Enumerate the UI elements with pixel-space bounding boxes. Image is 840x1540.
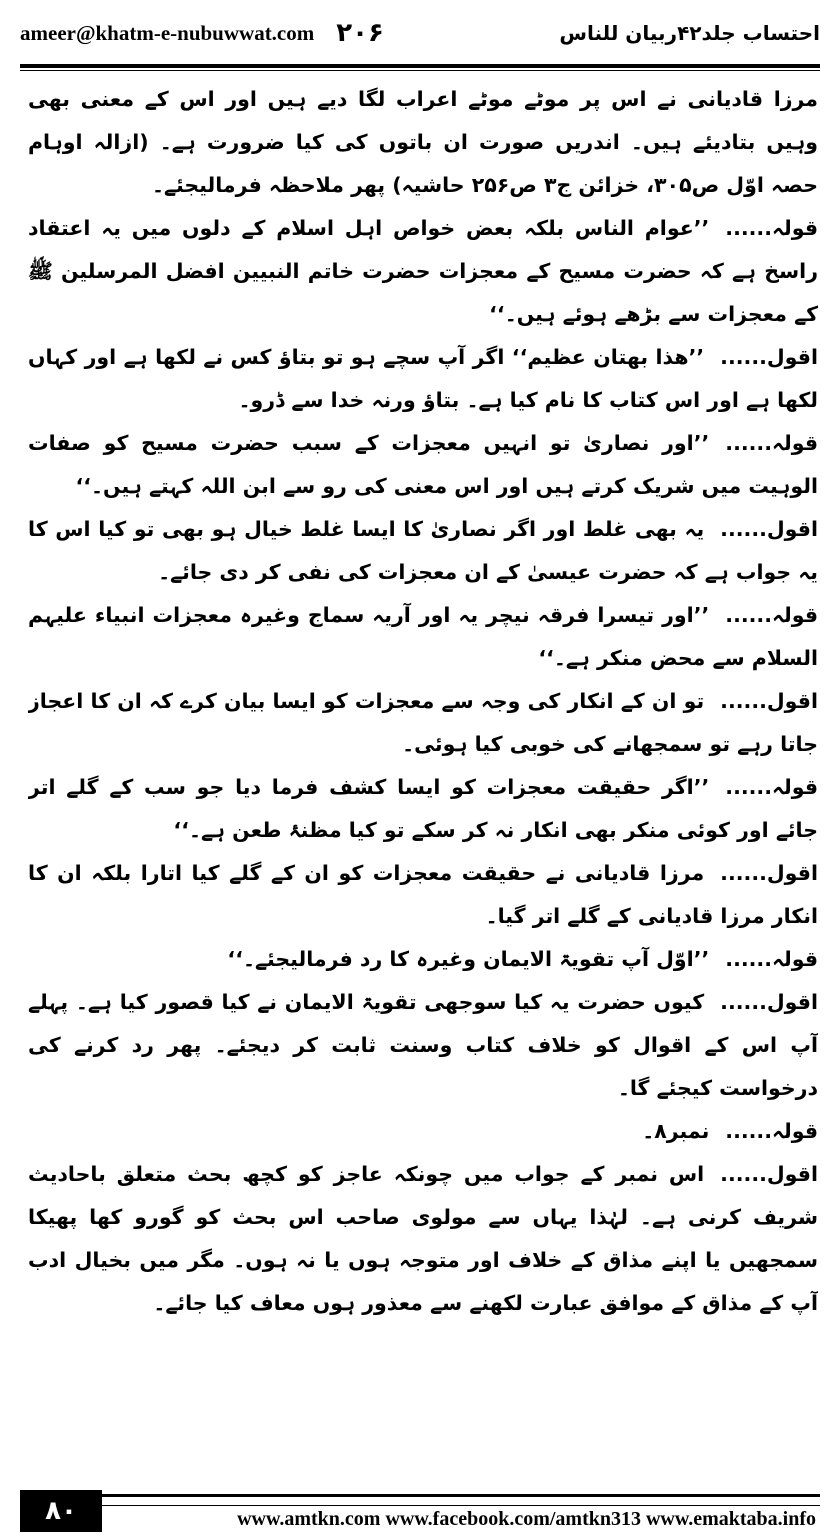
paragraph-text: یہ بھی غلط اور اگر نصاریٰ کا ایسا غلط خیال ہو بھی تو کیا اس کا یہ جواب ہے کہ حضرت عیسیٰ کے ان معجزات کی نفی کر دی جائے۔ [28, 517, 818, 584]
footer-right [102, 1490, 820, 1532]
footer-page-number: ۸۰ [20, 1490, 102, 1532]
paragraph-text: تو ان کے انکار کی وجہ سے معجزات کو ایسا بیان کرے کہ ان کا اعجاز جاتا رہے تو سمجھانے کی خوبی کیا ہوئی۔ [28, 689, 818, 756]
paragraph-12 [28, 1110, 818, 1153]
footer-links: www.amtkn.com www.facebook.com/amtkn313 www.emaktaba.info [237, 1507, 816, 1530]
header-rule [20, 64, 820, 68]
paragraph-4 [28, 422, 818, 508]
paragraph-text: ’’اگر حقیقت معجزات کو ایسا کشف فرما دیا جو سب کے گلے اتر جائے اور کوئی منکر بھی انکار نہ کر سکے تو کیا مظنۂ طعن ہے۔‘‘ [28, 775, 818, 842]
paragraph-text: مرزا قادیانی نے حقیقت معجزات کو ان کے گلے کیا اتارا بلکہ ان کا انکار مرزا قادیانی کے گلے اتر گیا۔ [28, 861, 818, 928]
paragraph-5 [28, 508, 818, 594]
paragraph-label: اقول...... [720, 517, 818, 541]
paragraph-text: اس نمبر کے جواب میں چونکہ عاجز کو کچھ بحث متعلق باحادیث شریف کرنی ہے۔ لہٰذا یہاں سے مولوی صاحب اس بحث کو گورو کھا پھیکا سمجھیں یا اپنے مذاق کے خلاف اور متوجہ ہوں یا نہ ہوں۔ مگر میں بخیال ادب آپ کے مذاق کے موافق عبارت لکھنے سے معذور ہوں معاف کیا جائے۔ [28, 1162, 818, 1315]
header-page-number: ۲۰۶ [336, 18, 384, 48]
page-body [28, 78, 818, 1488]
paragraph-10 [28, 938, 818, 981]
paragraph-text: ’’اور نصاریٰ تو انہیں معجزات کے سبب حضرت مسیح کو صفات الوہیت میں شریک کرتے ہیں اور اس معنی کی رو سے ابن اللہ کہتے ہیں۔‘‘ [28, 431, 818, 498]
paragraph-label: اقول...... [720, 345, 818, 369]
paragraph-label: قولہ...... [725, 1119, 818, 1143]
header-book-title: احتساب جلد۴۲ربیان للناس [559, 21, 820, 45]
paragraph-text: مرزا قادیانی نے اس پر موٹے موٹے اعراب لگا دیے ہیں اور اس کے معنی بھی وہیں بتادیئے ہیں۔ اندریں صورت ان باتوں کی کیا ضرورت ہے۔ (ازالہ اوہام حصہ اوّل ص۳۰۵، خزائن ج۳ ص۲۵۶ حاشیہ) پھر ملاحظہ فرمالیجئے۔ [28, 87, 818, 197]
paragraph-label: قولہ...... [725, 603, 818, 627]
paragraph-1 [28, 78, 818, 207]
paragraph-text: نمبر۸۔ [642, 1119, 710, 1143]
footer-rule [102, 1494, 820, 1506]
paragraph-label: اقول...... [720, 861, 818, 885]
paragraph-text: ’’اوّل آپ تقویۃ الایمان وغیرہ کا رد فرمالیجئے۔‘‘ [227, 947, 710, 971]
paragraph-label: قولہ...... [725, 216, 818, 240]
paragraph-text: ’’اور تیسرا فرقہ نیچر یہ اور آریہ سماج وغیرہ معجزات انبیاء علیہم السلام سے محض منکر ہے۔‘‘ [28, 603, 818, 670]
paragraph-label: قولہ...... [725, 431, 818, 455]
paragraph-label: قولہ...... [725, 947, 818, 971]
paragraph-3 [28, 336, 818, 422]
paragraph-label: اقول...... [720, 1162, 818, 1186]
paragraph-13 [28, 1153, 818, 1325]
paragraph-9 [28, 852, 818, 938]
header-rule-thin [20, 70, 820, 71]
paragraph-6 [28, 594, 818, 680]
header-email: ameer@khatm-e-nubuwwat.com [20, 20, 315, 45]
paragraph-11 [28, 981, 818, 1110]
paragraph-7 [28, 680, 818, 766]
paragraph-label: اقول...... [720, 990, 818, 1014]
header-left [20, 18, 384, 48]
paragraph-2 [28, 207, 818, 336]
paragraph-text: ’’ھذا بھتان عظیم‘‘ اگر آپ سچے ہو تو بتاؤ کس نے لکھا ہے اور کہاں لکھا ہے اور اس کتاب کا نام کیا ہے۔ بتاؤ ورنہ خدا سے ڈرو۔ [28, 345, 818, 412]
page-header [20, 8, 820, 58]
page-footer [20, 1490, 820, 1532]
paragraph-text: کیوں حضرت یہ کیا سوجھی تقویۃ الایمان نے کیا قصور کیا ہے۔ پہلے آپ اس کے اقوال کو خلاف کتاب وسنت ثابت کر دیجئے۔ پھر رد کرنے کی درخواست کیجئے گا۔ [28, 990, 818, 1100]
paragraph-label: قولہ...... [725, 775, 818, 799]
paragraph-label: اقول...... [720, 689, 818, 713]
paragraph-text: ’’عوام الناس بلکہ بعض خواص اہل اسلام کے دلوں میں یہ اعتقاد راسخ ہے کہ حضرت مسیح کے معجزات حضرت خاتم النبیین افضل المرسلین ﷺ کے معجزات سے بڑھے ہوئے ہیں۔‘‘ [28, 216, 818, 326]
paragraph-8 [28, 766, 818, 852]
